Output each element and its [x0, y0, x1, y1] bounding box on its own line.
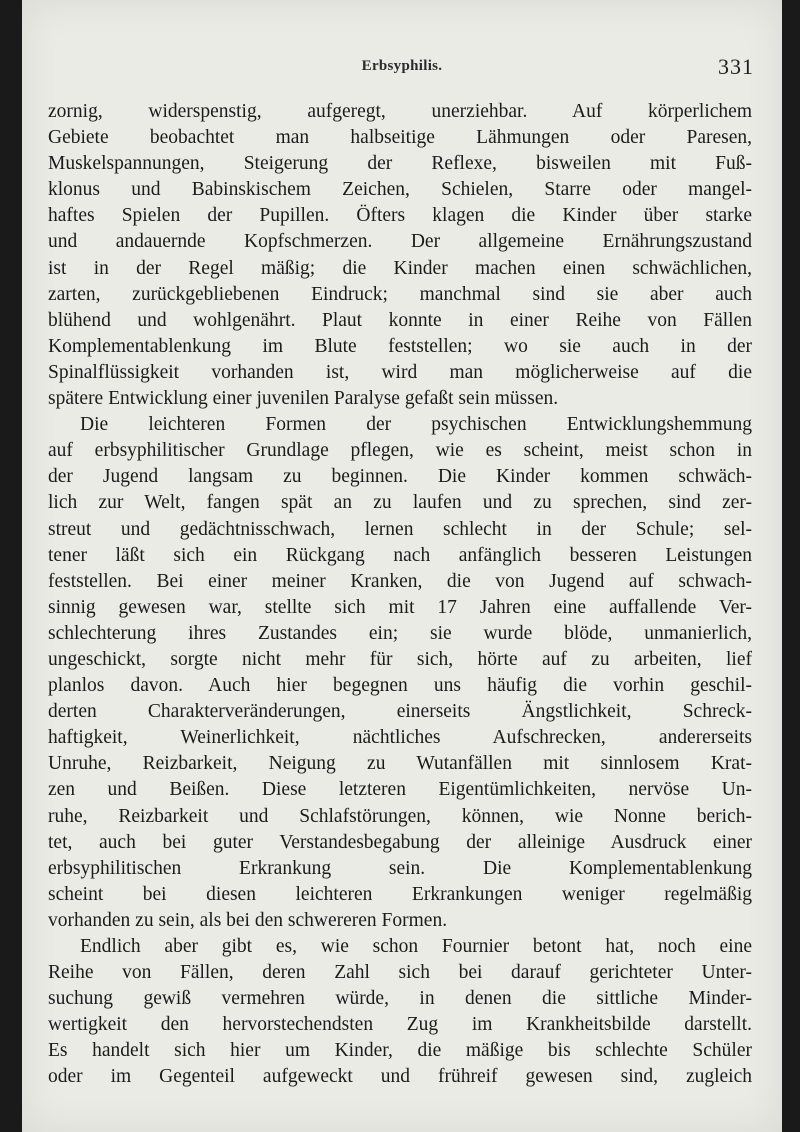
body-text: [48, 99, 752, 1091]
text-line: oder im Gegenteil aufgeweckt und frühreif gewesen sind, zugleich: [48, 1066, 752, 1088]
text-line: ruhe, Reizbarkeit und Schlafstörungen, können, wie Nonne berich-: [48, 805, 752, 827]
text-line: wertigkeit den hervorstechendsten Zug im Krankheitsbilde darstellt.: [48, 1014, 752, 1036]
text-line: ungeschickt, sorgte nicht mehr für sich, hörte auf zu arbeiten, lief: [48, 648, 752, 670]
text-line: Reihe von Fällen, deren Zahl sich bei darauf gerichteter Unter-: [48, 962, 752, 984]
text-line: sinnig gewesen war, stellte sich mit 17 Jahren eine auffallende Ver-: [48, 596, 752, 618]
paragraph-first-line: Die leichteren Formen der psychischen Entwicklungshemmung: [80, 414, 752, 436]
text-line: vorhanden zu sein, als bei den schwereren Formen.: [48, 909, 448, 931]
text-line: tener läßt sich ein Rückgang nach anfänglich besseren Leistungen: [48, 544, 752, 566]
text-line: Es handelt sich hier um Kinder, die mäßige bis schlechte Schüler: [48, 1040, 752, 1062]
text-line: streut und gedächtnisschwach, lernen schlecht in der Schule; sel-: [48, 518, 752, 540]
text-line: planlos davon. Auch hier begegnen uns häufig die vorhin geschil-: [48, 675, 752, 697]
text-line: feststellen. Bei einer meiner Kranken, die von Jugend auf schwach-: [48, 570, 752, 592]
text-line: zornig, widerspenstig, aufgeregt, unerziehbar. Auf körperlichem: [48, 101, 752, 122]
text-line: erbsyphilitischen Erkrankung sein. Die Komplementablenkung: [48, 857, 752, 879]
text-line: zarten, zurückgebliebenen Eindruck; manchmal sind sie aber auch: [48, 283, 752, 305]
text-line: blühend und wohlgenährt. Plaut konnte in einer Reihe von Fällen: [48, 309, 752, 331]
text-line: Komplementablenkung im Blute feststellen; wo sie auch in der: [48, 335, 752, 357]
text-line: Unruhe, Reizbarkeit, Neigung zu Wutanfällen mit sinnlosem Krat-: [48, 753, 752, 775]
text-line: derten Charakterveränderungen, einerseits Ängstlichkeit, Schreck-: [48, 701, 752, 723]
text-line: scheint bei diesen leichteren Erkrankungen weniger regelmäßig: [48, 883, 752, 905]
text-line: ist in der Regel mäßig; die Kinder machen einen schwächlichen,: [48, 257, 752, 279]
text-line: und andauernde Kopfschmerzen. Der allgemeine Ernährungszustand: [48, 231, 752, 253]
text-line: spätere Entwicklung einer juvenilen Paralyse gefaßt sein müssen.: [48, 388, 559, 410]
text-line: suchung gewiß vermehren würde, in denen die sittliche Minder-: [48, 988, 752, 1010]
text-line: lich zur Welt, fangen spät an zu laufen und zu sprechen, sind zer-: [48, 492, 752, 514]
book-page: [22, 0, 782, 1132]
text-line: Gebiete beobachtet man halbseitige Lähmungen oder Paresen,: [48, 127, 752, 149]
text-line: schlechterung ihres Zustandes ein; sie wurde blöde, unmanierlich,: [48, 622, 752, 644]
text-line: zen und Beißen. Diese letzteren Eigentümlichkeiten, nervöse Un-: [48, 779, 752, 801]
text-line: Spinalflüssigkeit vorhanden ist, wird man möglicherweise auf die: [48, 361, 752, 383]
text-line: der Jugend langsam zu beginnen. Die Kinder kommen schwäch-: [48, 466, 752, 488]
text-line: tet, auch bei guter Verstandesbegabung der alleinige Ausdruck einer: [48, 831, 752, 853]
paragraph-first-line: Endlich aber gibt es, wie schon Fournier betont hat, noch eine: [80, 936, 752, 957]
text-line: auf erbsyphilitischer Grundlage pflegen, wie es scheint, meist schon in: [48, 440, 752, 462]
page-header: [22, 54, 782, 84]
text-line: klonus und Babinskischem Zeichen, Schielen, Starre oder mangel-: [48, 179, 752, 201]
text-line: haftes Spielen der Pupillen. Öfters klagen die Kinder über starke: [48, 205, 752, 227]
running-title: Erbsyphilis.: [361, 58, 443, 74]
text-line: Muskelspannungen, Steigerung der Reflexe, bisweilen mit Fuß-: [48, 153, 752, 175]
text-line: haftigkeit, Weinerlichkeit, nächtliches Aufschrecken, andererseits: [48, 727, 752, 749]
page-number: 331: [718, 54, 754, 79]
